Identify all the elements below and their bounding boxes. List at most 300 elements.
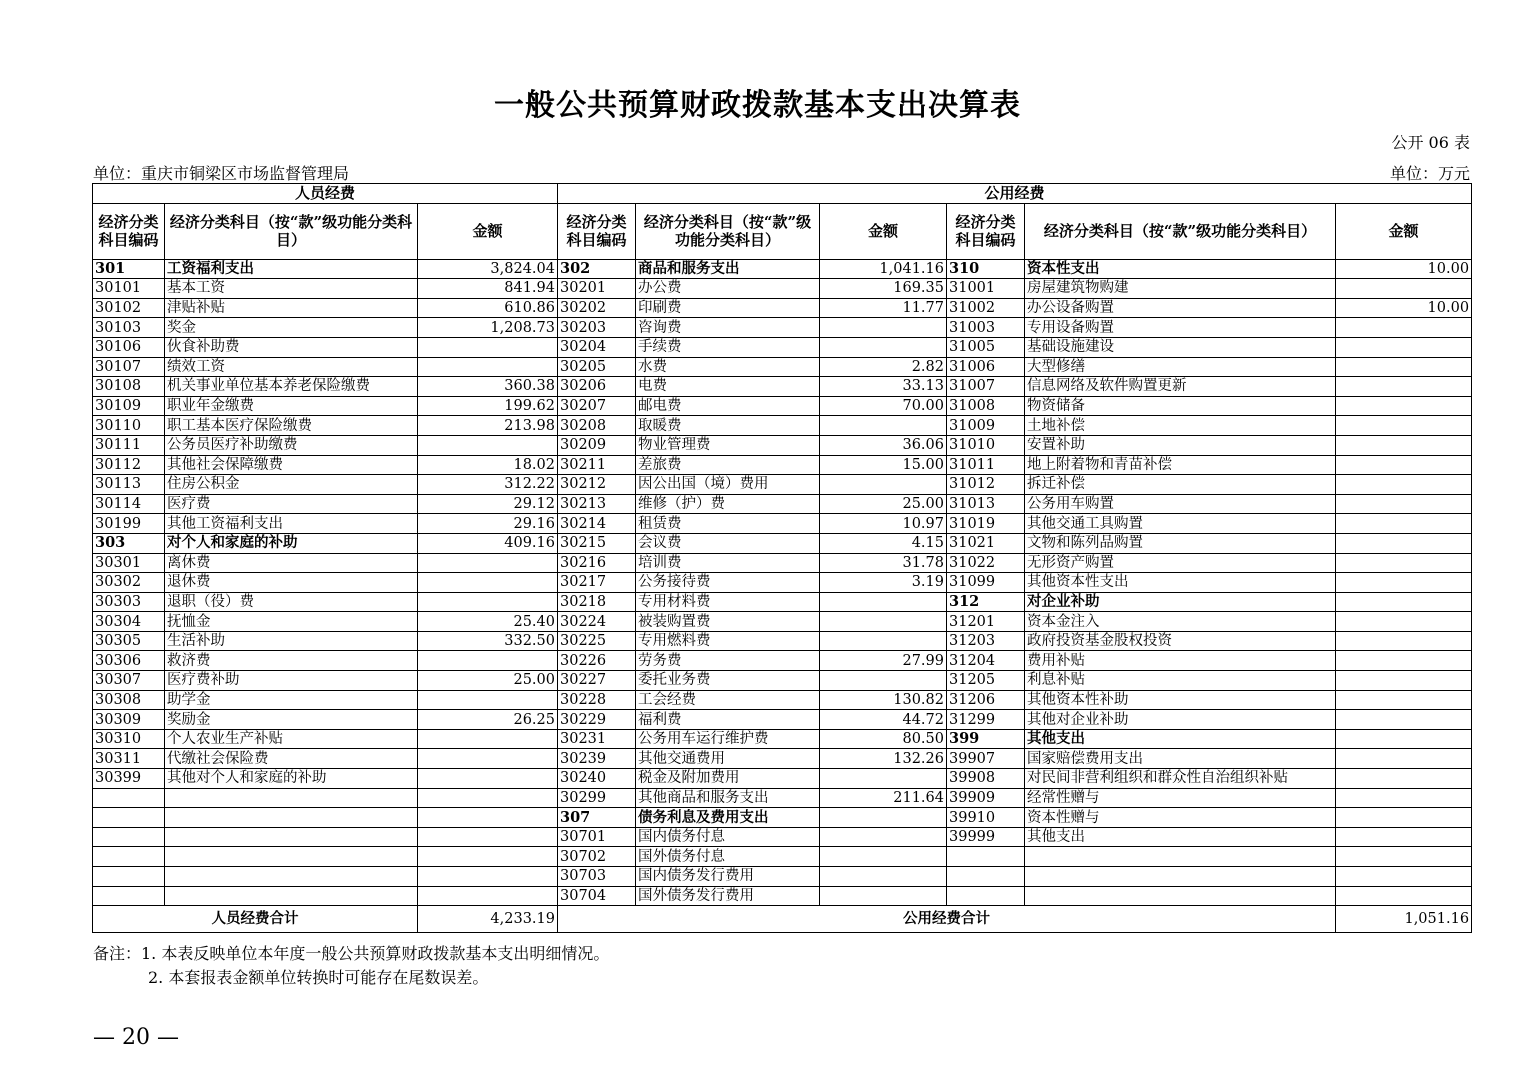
code-cell: 31005	[947, 337, 1025, 357]
amount-cell	[820, 827, 947, 847]
name-cell: 救济费	[165, 651, 418, 671]
amount-cell: 1,041.16	[820, 259, 947, 279]
name-cell: 咨询费	[636, 318, 820, 338]
code-cell: 30217	[558, 573, 636, 593]
code-cell: 39910	[947, 808, 1025, 828]
code-cell: 39999	[947, 827, 1025, 847]
amount-cell	[418, 769, 558, 789]
name-cell: 资本金注入	[1025, 612, 1336, 632]
table-row	[93, 867, 1472, 887]
code-cell: 30208	[558, 416, 636, 436]
code-cell: 303	[93, 533, 165, 553]
name-cell: 电费	[636, 377, 820, 397]
amount-cell	[1336, 671, 1472, 691]
code-cell: 310	[947, 259, 1025, 279]
amount-cell: 4.15	[820, 533, 947, 553]
name-cell	[165, 808, 418, 828]
header-row-group	[93, 184, 1472, 204]
name-cell: 其他支出	[1025, 827, 1336, 847]
code-cell: 30111	[93, 435, 165, 455]
amount-cell	[418, 435, 558, 455]
amount-cell	[1336, 533, 1472, 553]
table-row	[93, 690, 1472, 710]
name-cell: 专用材料费	[636, 592, 820, 612]
amount-cell	[1336, 377, 1472, 397]
amount-cell	[1336, 475, 1472, 495]
code-cell: 30207	[558, 396, 636, 416]
code-cell: 30304	[93, 612, 165, 632]
name-cell: 个人农业生产补贴	[165, 729, 418, 749]
code-cell: 30212	[558, 475, 636, 495]
name-cell: 商品和服务支出	[636, 259, 820, 279]
code-cell: 30114	[93, 494, 165, 514]
name-cell: 其他支出	[1025, 729, 1336, 749]
name-cell: 取暖费	[636, 416, 820, 436]
code-cell: 30109	[93, 396, 165, 416]
name-cell: 无形资产购置	[1025, 553, 1336, 573]
code-cell	[947, 867, 1025, 887]
name-cell: 其他商品和服务支出	[636, 788, 820, 808]
amount-cell: 15.00	[820, 455, 947, 475]
amount-cell	[1336, 396, 1472, 416]
table-row	[93, 651, 1472, 671]
name-cell: 因公出国（境）费用	[636, 475, 820, 495]
name-cell: 物资储备	[1025, 396, 1336, 416]
name-cell: 资本性支出	[1025, 259, 1336, 279]
name-cell: 邮电费	[636, 396, 820, 416]
amount-cell: 332.50	[418, 631, 558, 651]
code-cell: 31203	[947, 631, 1025, 651]
amount-cell	[1336, 318, 1472, 338]
amount-cell	[418, 592, 558, 612]
amount-cell	[1336, 808, 1472, 828]
name-cell: 住房公积金	[165, 475, 418, 495]
table-row	[93, 553, 1472, 573]
amount-cell: 44.72	[820, 710, 947, 730]
code-cell: 31012	[947, 475, 1025, 495]
table-row	[93, 377, 1472, 397]
table-row	[93, 475, 1472, 495]
name-cell	[1025, 867, 1336, 887]
header-amount-a: 金额	[418, 203, 558, 259]
amount-cell	[418, 749, 558, 769]
code-cell: 307	[558, 808, 636, 828]
amount-cell	[418, 337, 558, 357]
name-cell	[1025, 847, 1336, 867]
code-cell: 30202	[558, 298, 636, 318]
table-row	[93, 357, 1472, 377]
amount-cell	[820, 416, 947, 436]
code-cell: 30305	[93, 631, 165, 651]
code-cell: 30113	[93, 475, 165, 495]
code-cell: 31007	[947, 377, 1025, 397]
code-cell: 31011	[947, 455, 1025, 475]
amount-cell	[418, 827, 558, 847]
amount-cell	[418, 651, 558, 671]
amount-cell	[820, 867, 947, 887]
code-cell: 30299	[558, 788, 636, 808]
name-cell: 福利费	[636, 710, 820, 730]
amount-cell	[820, 631, 947, 651]
header-code-b: 经济分类科目编码	[558, 203, 636, 259]
amount-cell	[1336, 416, 1472, 436]
name-cell: 会议费	[636, 533, 820, 553]
amount-cell: 80.50	[820, 729, 947, 749]
code-cell: 30240	[558, 769, 636, 789]
name-cell: 生活补助	[165, 631, 418, 651]
code-cell: 30211	[558, 455, 636, 475]
amount-cell: 25.40	[418, 612, 558, 632]
amount-cell	[1336, 435, 1472, 455]
amount-cell	[820, 847, 947, 867]
name-cell: 对民间非营利组织和群众性自治组织补贴	[1025, 769, 1336, 789]
amount-cell: 29.16	[418, 514, 558, 534]
table-row	[93, 533, 1472, 553]
name-cell: 劳务费	[636, 651, 820, 671]
code-cell: 30229	[558, 710, 636, 730]
table-row	[93, 729, 1472, 749]
amount-cell: 360.38	[418, 377, 558, 397]
table-row	[93, 788, 1472, 808]
table-row	[93, 396, 1472, 416]
name-cell: 国外债务发行费用	[636, 886, 820, 906]
amount-cell	[418, 788, 558, 808]
name-cell: 助学金	[165, 690, 418, 710]
code-cell: 30309	[93, 710, 165, 730]
amount-cell	[1336, 690, 1472, 710]
amount-cell: 26.25	[418, 710, 558, 730]
name-cell: 机关事业单位基本养老保险缴费	[165, 377, 418, 397]
code-cell: 30303	[93, 592, 165, 612]
code-cell	[93, 867, 165, 887]
name-cell: 培训费	[636, 553, 820, 573]
code-cell: 30226	[558, 651, 636, 671]
name-cell: 医疗费补助	[165, 671, 418, 691]
amount-cell	[820, 612, 947, 632]
amount-cell: 211.64	[820, 788, 947, 808]
amount-cell	[1336, 867, 1472, 887]
code-cell: 31204	[947, 651, 1025, 671]
amount-cell	[418, 847, 558, 867]
amount-cell	[1336, 553, 1472, 573]
name-cell: 土地补偿	[1025, 416, 1336, 436]
amount-cell	[1336, 279, 1472, 299]
table-row	[93, 612, 1472, 632]
header-public: 公用经费	[558, 184, 1472, 204]
amount-cell	[1336, 788, 1472, 808]
amount-cell	[1336, 729, 1472, 749]
code-cell: 31013	[947, 494, 1025, 514]
code-cell: 312	[947, 592, 1025, 612]
amount-cell	[1336, 710, 1472, 730]
code-cell: 31009	[947, 416, 1025, 436]
name-cell: 办公设备购置	[1025, 298, 1336, 318]
amount-cell: 132.26	[820, 749, 947, 769]
name-cell: 伙食补助费	[165, 337, 418, 357]
name-cell: 基础设施建设	[1025, 337, 1336, 357]
name-cell: 拆迁补偿	[1025, 475, 1336, 495]
header-amount-c: 金额	[1336, 203, 1472, 259]
code-cell: 30205	[558, 357, 636, 377]
code-cell: 31022	[947, 553, 1025, 573]
name-cell: 税金及附加费用	[636, 769, 820, 789]
amount-cell	[1336, 886, 1472, 906]
name-cell: 其他资本性补助	[1025, 690, 1336, 710]
name-cell: 公务接待费	[636, 573, 820, 593]
name-cell: 对个人和家庭的补助	[165, 533, 418, 553]
personnel-total-amount: 4,233.19	[418, 906, 558, 933]
amount-cell: 11.77	[820, 298, 947, 318]
personnel-total-label: 人员经费合计	[93, 906, 418, 933]
amount-cell	[1336, 631, 1472, 651]
code-cell: 31099	[947, 573, 1025, 593]
name-cell: 退职（役）费	[165, 592, 418, 612]
amount-cell	[1336, 337, 1472, 357]
amount-cell	[418, 886, 558, 906]
header-name-c: 经济分类科目（按“款”级功能分类科目）	[1025, 203, 1336, 259]
code-cell: 30204	[558, 337, 636, 357]
code-cell: 30225	[558, 631, 636, 651]
amount-cell: 130.82	[820, 690, 947, 710]
amount-cell	[820, 318, 947, 338]
name-cell: 费用补贴	[1025, 651, 1336, 671]
amount-cell: 610.86	[418, 298, 558, 318]
amount-cell	[418, 867, 558, 887]
code-cell: 31021	[947, 533, 1025, 553]
amount-cell	[1336, 769, 1472, 789]
amount-cell: 25.00	[820, 494, 947, 514]
table-row	[93, 279, 1472, 299]
name-cell: 奖励金	[165, 710, 418, 730]
name-cell: 房屋建筑物购建	[1025, 279, 1336, 299]
code-cell: 30228	[558, 690, 636, 710]
name-cell: 工会经费	[636, 690, 820, 710]
code-cell: 30101	[93, 279, 165, 299]
name-cell: 公务用车购置	[1025, 494, 1336, 514]
amount-cell	[1336, 827, 1472, 847]
code-cell: 30310	[93, 729, 165, 749]
code-cell: 31006	[947, 357, 1025, 377]
name-cell: 印刷费	[636, 298, 820, 318]
code-cell: 30702	[558, 847, 636, 867]
amount-cell	[1336, 455, 1472, 475]
amount-cell: 25.00	[418, 671, 558, 691]
amount-cell: 33.13	[820, 377, 947, 397]
name-cell: 职业年金缴费	[165, 396, 418, 416]
name-cell: 水费	[636, 357, 820, 377]
code-cell: 30701	[558, 827, 636, 847]
header-personnel: 人员经费	[93, 184, 558, 204]
name-cell: 物业管理费	[636, 435, 820, 455]
name-cell: 国内债务发行费用	[636, 867, 820, 887]
code-cell: 30239	[558, 749, 636, 769]
amount-cell	[418, 573, 558, 593]
code-cell	[947, 886, 1025, 906]
name-cell: 奖金	[165, 318, 418, 338]
code-cell: 31299	[947, 710, 1025, 730]
code-cell: 30704	[558, 886, 636, 906]
code-cell: 30112	[93, 455, 165, 475]
table-row	[93, 710, 1472, 730]
table-row	[93, 671, 1472, 691]
code-cell: 30231	[558, 729, 636, 749]
amount-cell: 409.16	[418, 533, 558, 553]
code-cell: 31206	[947, 690, 1025, 710]
name-cell: 文物和陈列品购置	[1025, 533, 1336, 553]
amount-cell: 2.82	[820, 357, 947, 377]
name-cell: 国外债务付息	[636, 847, 820, 867]
amount-cell	[418, 553, 558, 573]
code-cell	[93, 886, 165, 906]
name-cell: 经常性赠与	[1025, 788, 1336, 808]
name-cell: 基本工资	[165, 279, 418, 299]
amount-cell: 1,208.73	[418, 318, 558, 338]
code-cell: 30224	[558, 612, 636, 632]
code-cell: 30102	[93, 298, 165, 318]
code-cell: 30216	[558, 553, 636, 573]
amount-cell: 312.22	[418, 475, 558, 495]
amount-cell	[418, 357, 558, 377]
name-cell: 对企业补助	[1025, 592, 1336, 612]
name-cell: 代缴社会保险费	[165, 749, 418, 769]
table-row	[93, 573, 1472, 593]
code-cell: 301	[93, 259, 165, 279]
code-cell: 30214	[558, 514, 636, 534]
header-row-columns	[93, 203, 1472, 259]
note-1: 备注：1. 本表反映单位本年度一般公共预算财政拨款基本支出明细情况。	[93, 944, 610, 963]
header-amount-b: 金额	[820, 203, 947, 259]
code-cell: 30106	[93, 337, 165, 357]
name-cell: 办公费	[636, 279, 820, 299]
amount-cell	[418, 729, 558, 749]
code-cell	[93, 827, 165, 847]
name-cell: 利息补贴	[1025, 671, 1336, 691]
code-cell: 39907	[947, 749, 1025, 769]
code-cell: 30110	[93, 416, 165, 436]
name-cell: 绩效工资	[165, 357, 418, 377]
table-row	[93, 749, 1472, 769]
name-cell: 专用设备购置	[1025, 318, 1336, 338]
unit-currency: 单位：万元	[1389, 164, 1470, 183]
code-cell: 31010	[947, 435, 1025, 455]
name-cell: 工资福利支出	[165, 259, 418, 279]
name-cell	[165, 886, 418, 906]
code-cell: 30107	[93, 357, 165, 377]
table-row	[93, 769, 1472, 789]
amount-cell	[1336, 573, 1472, 593]
code-cell: 31002	[947, 298, 1025, 318]
header-code-a: 经济分类科目编码	[93, 203, 165, 259]
amount-cell: 169.35	[820, 279, 947, 299]
header-code-c: 经济分类科目编码	[947, 203, 1025, 259]
name-cell: 公务员医疗补助缴费	[165, 435, 418, 455]
amount-cell	[820, 808, 947, 828]
code-cell: 30703	[558, 867, 636, 887]
name-cell: 租赁费	[636, 514, 820, 534]
table-row	[93, 808, 1472, 828]
code-cell: 31205	[947, 671, 1025, 691]
table-row	[93, 847, 1472, 867]
name-cell: 公务用车运行维护费	[636, 729, 820, 749]
table-row	[93, 416, 1472, 436]
name-cell: 离休费	[165, 553, 418, 573]
name-cell: 其他社会保障缴费	[165, 455, 418, 475]
table-row	[93, 631, 1472, 651]
header-name-b: 经济分类科目（按“款”级功能分类科目）	[636, 203, 820, 259]
amount-cell: 31.78	[820, 553, 947, 573]
amount-cell: 10.97	[820, 514, 947, 534]
name-cell: 医疗费	[165, 494, 418, 514]
table-row	[93, 318, 1472, 338]
amount-cell	[1336, 514, 1472, 534]
expenditure-table	[92, 183, 1472, 933]
unit-organization: 单位：重庆市铜梁区市场监督管理局	[93, 164, 350, 183]
name-cell: 安置补助	[1025, 435, 1336, 455]
amount-cell: 36.06	[820, 435, 947, 455]
code-cell: 30108	[93, 377, 165, 397]
code-cell: 31201	[947, 612, 1025, 632]
notes	[93, 942, 609, 990]
table-row	[93, 494, 1472, 514]
code-cell: 302	[558, 259, 636, 279]
table-row	[93, 455, 1472, 475]
code-cell: 30203	[558, 318, 636, 338]
name-cell: 地上附着物和青苗补偿	[1025, 455, 1336, 475]
code-cell: 31008	[947, 396, 1025, 416]
note-2: 2. 本套报表金额单位转换时可能存在尾数误差。	[148, 968, 489, 987]
name-cell: 债务利息及费用支出	[636, 808, 820, 828]
code-cell: 31019	[947, 514, 1025, 534]
table-row	[93, 827, 1472, 847]
table-row	[93, 298, 1472, 318]
name-cell: 津贴补贴	[165, 298, 418, 318]
code-cell	[93, 847, 165, 867]
name-cell: 其他资本性支出	[1025, 573, 1336, 593]
amount-cell: 10.00	[1336, 259, 1472, 279]
name-cell: 委托业务费	[636, 671, 820, 691]
table-row	[93, 337, 1472, 357]
amount-cell	[1336, 651, 1472, 671]
page-number: — 20 —	[93, 1025, 179, 1050]
name-cell: 政府投资基金股权投资	[1025, 631, 1336, 651]
name-cell: 手续费	[636, 337, 820, 357]
code-cell	[947, 847, 1025, 867]
name-cell	[165, 788, 418, 808]
table-row	[93, 886, 1472, 906]
amount-cell	[418, 690, 558, 710]
table-row	[93, 259, 1472, 279]
code-cell: 30399	[93, 769, 165, 789]
code-cell	[93, 808, 165, 828]
code-cell: 30213	[558, 494, 636, 514]
code-cell: 30199	[93, 514, 165, 534]
code-cell: 39908	[947, 769, 1025, 789]
name-cell: 抚恤金	[165, 612, 418, 632]
name-cell: 资本性赠与	[1025, 808, 1336, 828]
public-total-label: 公用经费合计	[558, 906, 1336, 933]
name-cell: 信息网络及软件购置更新	[1025, 377, 1336, 397]
amount-cell: 18.02	[418, 455, 558, 475]
name-cell: 大型修缮	[1025, 357, 1336, 377]
name-cell: 其他工资福利支出	[165, 514, 418, 534]
amount-cell: 3.19	[820, 573, 947, 593]
code-cell: 30301	[93, 553, 165, 573]
name-cell: 其他对企业补助	[1025, 710, 1336, 730]
code-cell: 399	[947, 729, 1025, 749]
amount-cell	[418, 808, 558, 828]
amount-cell: 841.94	[418, 279, 558, 299]
totals-row	[93, 906, 1472, 933]
